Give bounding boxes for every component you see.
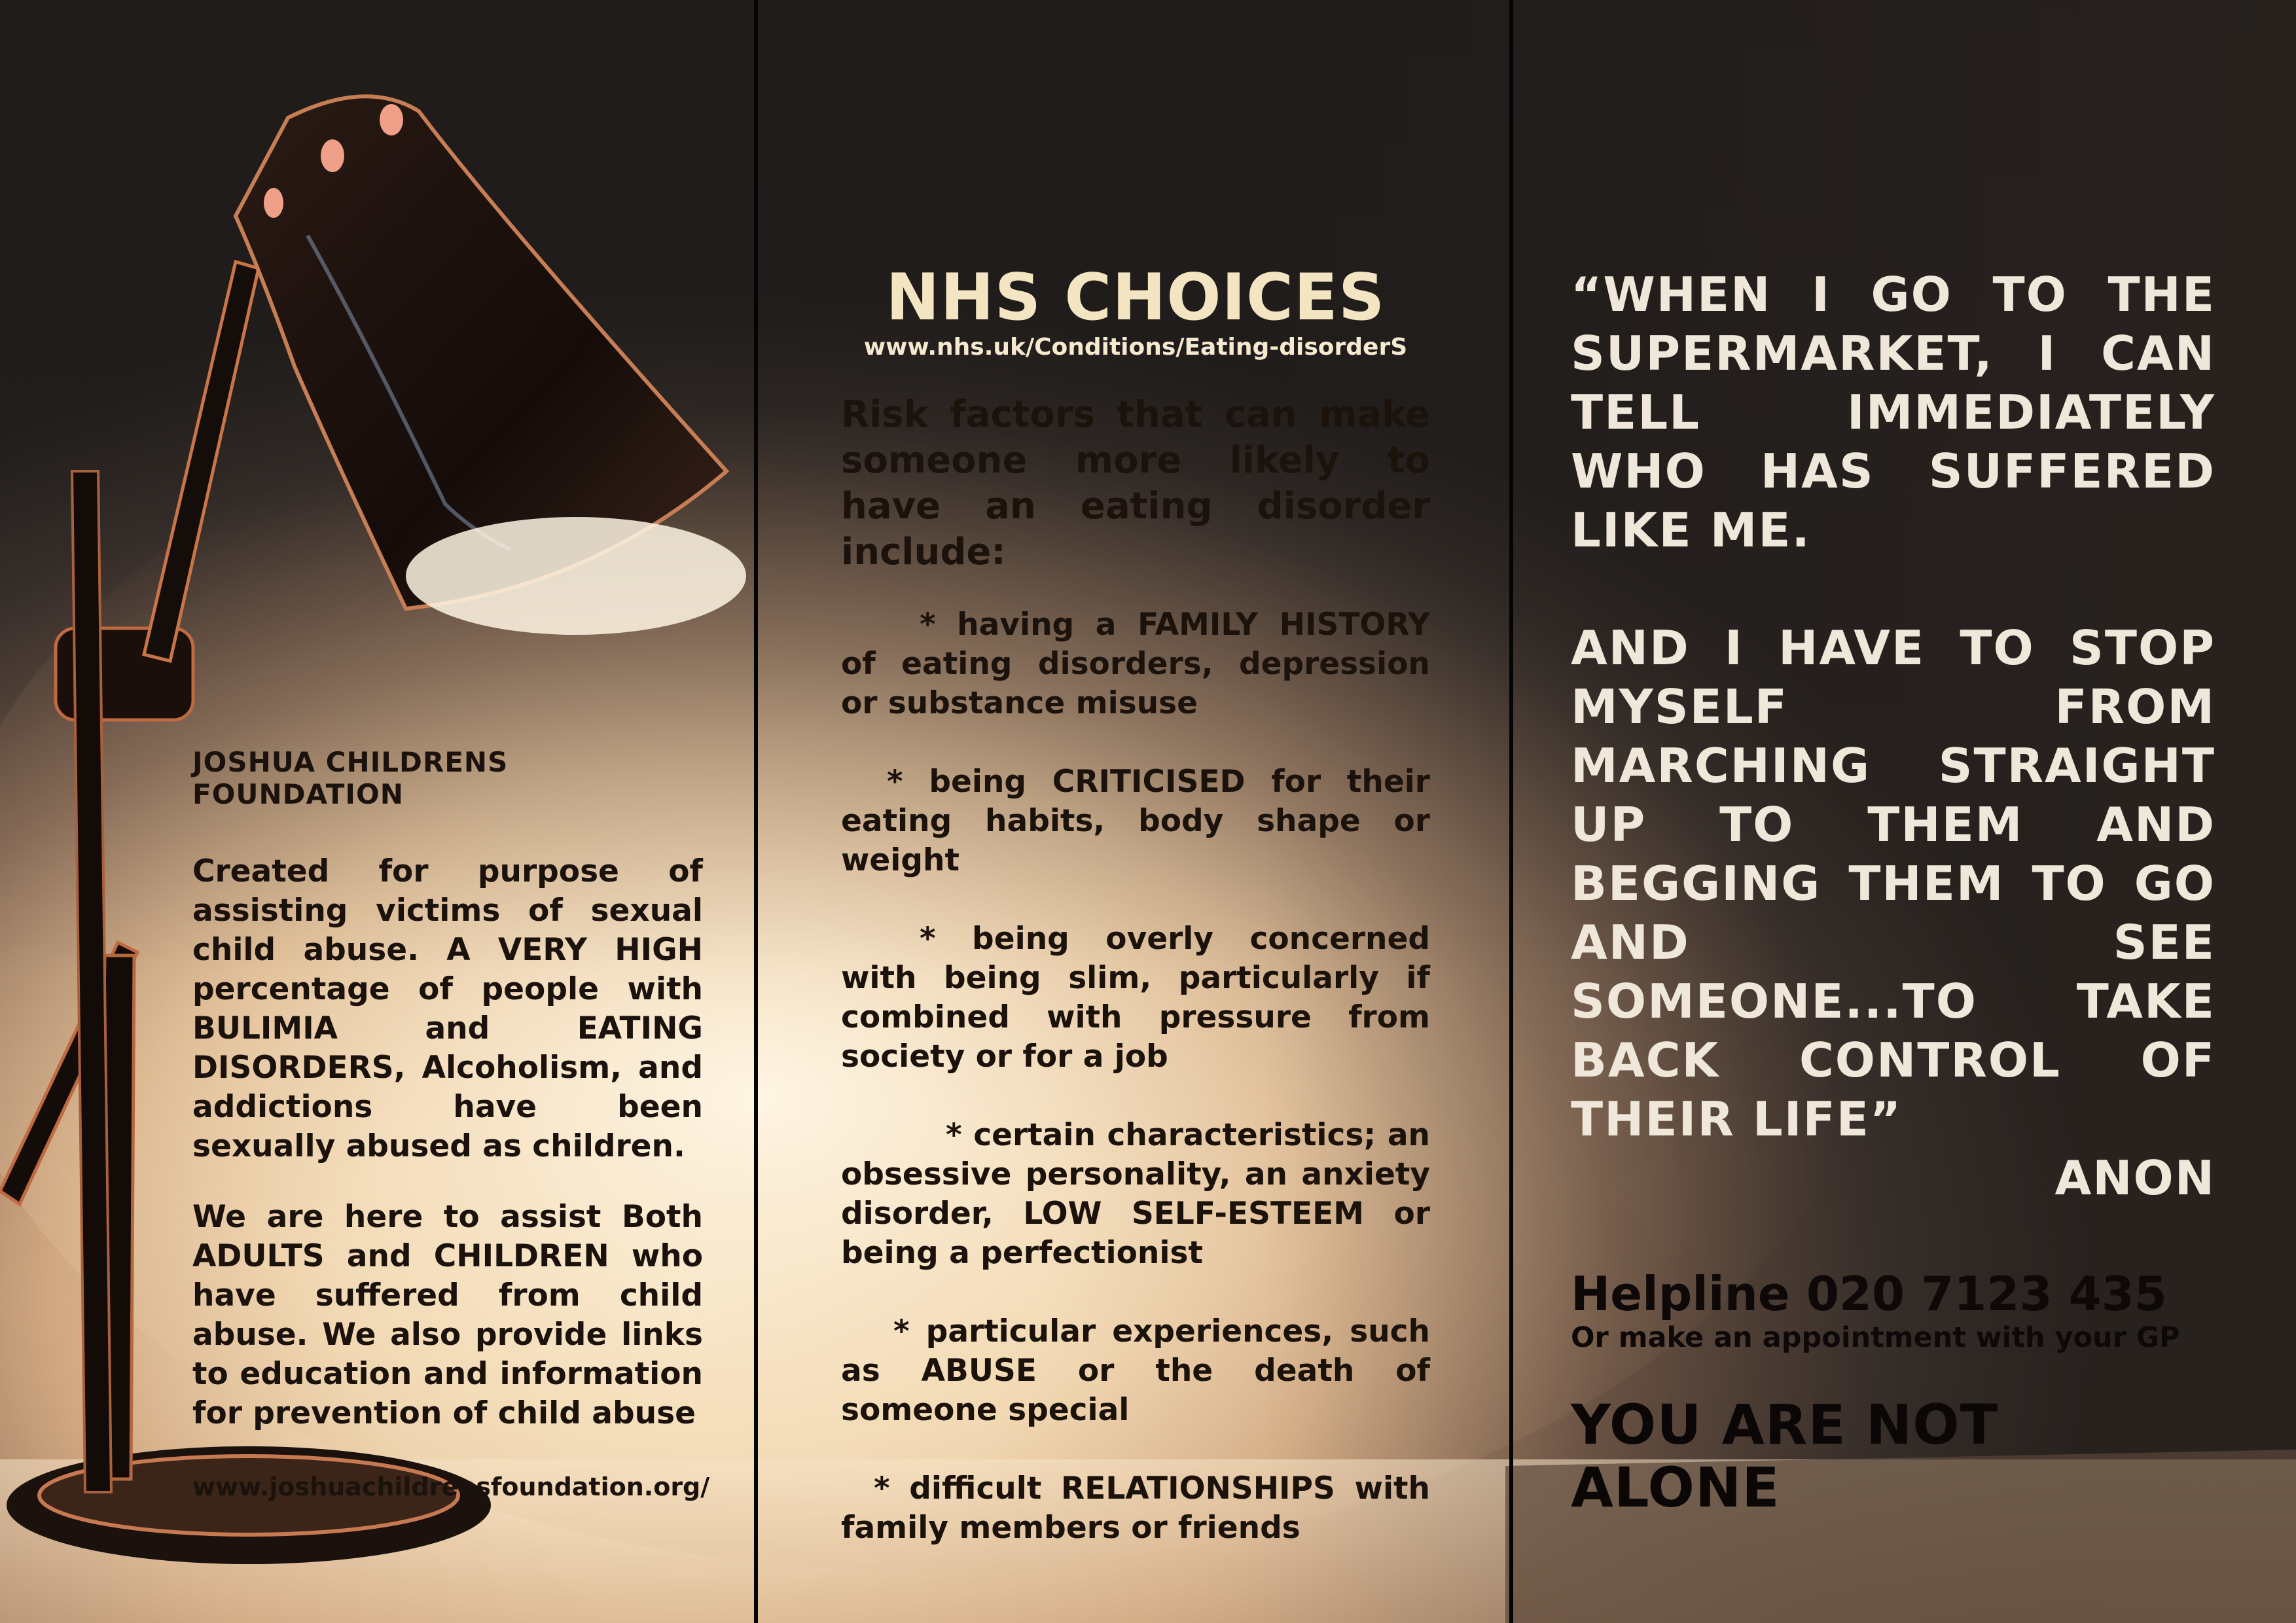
risk-factors-intro: Risk factors that can make someone more likely to have an eating disorder include: xyxy=(841,393,1430,573)
quote-attribution: ANON xyxy=(2054,1150,2215,1205)
risk-factor-item: * particular experiences, such as ABUSE or the death of someone special xyxy=(841,1313,1430,1428)
tagline: YOU ARE NOT ALONE xyxy=(1571,1393,1999,1520)
fold-line-left xyxy=(754,0,758,1623)
helpline-number: Helpline 020 7123 435 xyxy=(1571,1266,2167,1321)
risk-factor-item: * difficult RELATIONSHIPS with family members or friends xyxy=(841,1471,1430,1546)
foundation-description: Created for purpose of assisting victims of sexual child abuse. A VERY HIGH percentage of people with BULIMIA and EATING DISORDERS, Alcoholism, and addictions have been sexually abused as children. xyxy=(192,853,703,1164)
fold-line-right xyxy=(1509,0,1513,1623)
helpline-block xyxy=(1571,1266,2225,1519)
foundation-website-link[interactable]: www.joshuachildrensfoundation.org/ xyxy=(192,1472,710,1501)
nhs-title: NHS CHOICES xyxy=(886,260,1386,335)
quote-part-2: AND I HAVE TO STOP MYSELF FROM MARCHING STRAIGHT UP TO THEM AND BEGGING THEM TO GO AND SEE SOMEONE...TO TAKE BACK CONTROL OF THEIR LIFE” xyxy=(1571,620,2215,1147)
organization-name: JOSHUA CHILDRENS FOUNDATION xyxy=(192,746,509,810)
nhs-panel xyxy=(841,262,1430,1587)
gp-note: Or make an appointment with your GP xyxy=(1571,1321,2180,1354)
foundation-services: We are here to assist Both ADULTS and CHILDREN who have suffered from child abuse. We also provide links to education and information for prevention of child abuse xyxy=(192,1199,703,1431)
risk-factor-item: * being CRITICISED for their eating habits, body shape or weight xyxy=(841,764,1430,878)
risk-factor-item: * having a FAMILY HISTORY of eating disorders, depression or substance misuse xyxy=(841,607,1430,721)
risk-factor-item: * certain characteristics; an obsessive personality, an anxiety disorder, LOW SELF-ESTEEM or being a perfectionist xyxy=(841,1117,1430,1271)
risk-factor-item: * being overly concerned with being slim, particularly if combined with pressure from society or for a job xyxy=(841,921,1430,1075)
quote-part-1: “WHEN I GO TO THE SUPERMARKET, I CAN TELL IMMEDIATELY WHO HAS SUFFERED LIKE ME. xyxy=(1571,267,2215,558)
nhs-url-link[interactable]: www.nhs.uk/Conditions/Eating-disorderS xyxy=(863,334,1408,361)
foundation-panel xyxy=(192,746,710,1501)
quote-panel xyxy=(1571,265,2215,1207)
